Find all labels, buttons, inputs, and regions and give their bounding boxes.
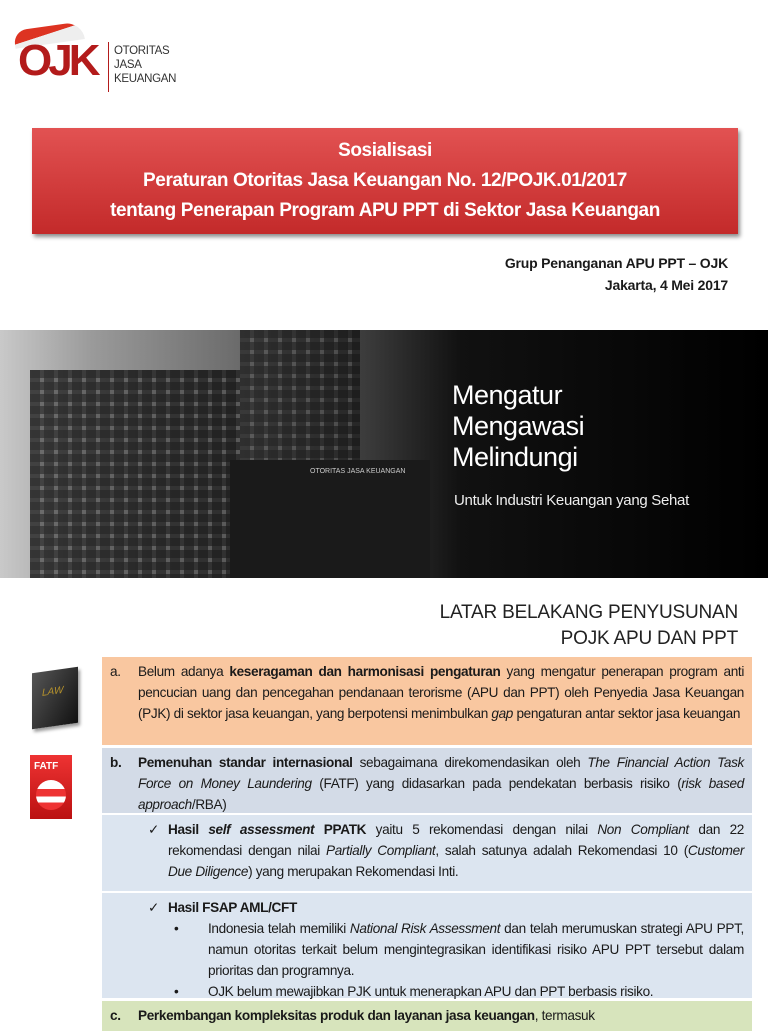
bullet-icon: • (174, 921, 179, 936)
fatf-globe-icon (36, 780, 66, 810)
ojk-logo (12, 24, 192, 94)
slogan-line: Mengawasi (452, 411, 585, 441)
building-entrance (230, 460, 430, 578)
section-heading (440, 600, 738, 652)
text: OJK belum mewajibkan PJK untuk menerapkan APU dan PPT berbasis risiko. (208, 984, 654, 999)
italic-text: Customer Due Diligence (168, 843, 744, 879)
item-label: a. (110, 664, 121, 679)
slogan (452, 380, 584, 473)
list-item-b (102, 748, 752, 813)
logo-mark: OJK (18, 36, 97, 85)
list-item-c (102, 1001, 752, 1031)
italic-text: Non Compliant (597, 822, 689, 837)
presentation-date: Jakarta, 4 Mei 2017 (604, 277, 728, 293)
text: ) yang merupakan Rekomendasi Inti. (248, 864, 459, 879)
item-label: b. (110, 755, 122, 770)
building-photo (0, 330, 768, 578)
title-banner (32, 128, 738, 234)
italic-text: The Financial Action Task Force on Money Laundering (138, 755, 744, 791)
check-item-fsap (102, 893, 752, 998)
bold-text: PPATK (314, 822, 367, 837)
bullet-item (168, 981, 744, 1002)
list-item-a (102, 657, 752, 745)
text: , salah satunya adalah Rekomendasi 10 ( (435, 843, 688, 858)
bold-text: Hasil FSAP AML/CFT (168, 900, 297, 915)
text: yang mengatur penerapan program anti pencucian uang dan pencegahan pendanaan terorisme (APU dan PPT) oleh Penyedia Jasa Keuangan (PJK) di sektor jasa keuangan, yang berpotensi menimbulkan (138, 664, 745, 721)
text: dan telah merumuskan strategi APU PPT, namun otoritas terkait belum mengintegrasikan identifikasi risiko APU PPT tersebut dalam prioritas dan programnya. (208, 921, 744, 978)
logo-divider (108, 42, 109, 92)
text: yaitu 5 rekomendasi dengan nilai (366, 822, 598, 837)
building-left (30, 370, 240, 578)
italic-text: National Risk Assessment (349, 921, 501, 936)
heading-line: POJK APU DAN PPT (560, 628, 738, 649)
building-sign: OTORITAS JASA KEUANGAN (310, 468, 406, 475)
check-item-self-assessment (102, 815, 752, 891)
logo-line: OTORITAS (114, 45, 170, 57)
law-label: LAW (42, 684, 64, 699)
bold-text: keseragaman dan harmonisasi pengaturan (229, 664, 501, 679)
text: dan 22 rekomendasi dengan nilai (168, 822, 745, 858)
bold-italic-text: self assessment (208, 822, 315, 837)
bullet-item (168, 918, 744, 981)
text: pengaturan antar sektor jasa keuangan (513, 706, 741, 721)
fatf-logo-icon (30, 755, 72, 819)
slogan-line: Melindungi (452, 442, 578, 472)
fatf-label: FATF (34, 761, 59, 772)
logo-line: KEUANGAN (114, 73, 177, 85)
title-line-1: Sosialisasi (338, 140, 432, 161)
bullet-icon: • (174, 984, 179, 999)
checkmark-icon: ✓ (148, 900, 160, 915)
bold-text: Pemenuhan standar internasional (138, 755, 353, 770)
italic-text: Partially Compliant (325, 843, 436, 858)
law-book-icon (32, 667, 78, 729)
heading-line: LATAR BELAKANG PENYUSUNAN (439, 602, 738, 623)
text: (FATF) yang didasarkan pada pendekatan berbasis risiko ( (311, 776, 682, 791)
presenter-group: Grup Penanganan APU PPT – OJK (504, 255, 728, 271)
slogan-line: Mengatur (452, 380, 563, 410)
slogan-tagline: Untuk Industri Keuangan yang Sehat (454, 492, 689, 509)
text: Indonesia telah memiliki (208, 921, 350, 936)
item-label: c. (110, 1008, 121, 1023)
text: /RBA) (191, 797, 227, 812)
logo-text (114, 44, 176, 86)
text: , termasuk (534, 1008, 595, 1023)
checkmark-icon: ✓ (148, 822, 160, 837)
italic-text: risk based approach (138, 776, 744, 812)
title-line-2: Peraturan Otoritas Jasa Keuangan No. 12/POJK.01/2017 (143, 170, 627, 191)
italic-text: gap (491, 706, 514, 721)
logo-line: JASA (114, 59, 142, 71)
bold-text: Hasil (168, 822, 209, 837)
text: sebagaimana direkomendasikan oleh (352, 755, 588, 770)
text: Belum adanya (138, 664, 230, 679)
bold-text: Perkembangan kompleksitas produk dan layanan jasa keuangan (138, 1008, 535, 1023)
presenter-info (505, 252, 728, 296)
title-line-3: tentang Penerapan Program APU PPT di Sektor Jasa Keuangan (110, 200, 660, 221)
